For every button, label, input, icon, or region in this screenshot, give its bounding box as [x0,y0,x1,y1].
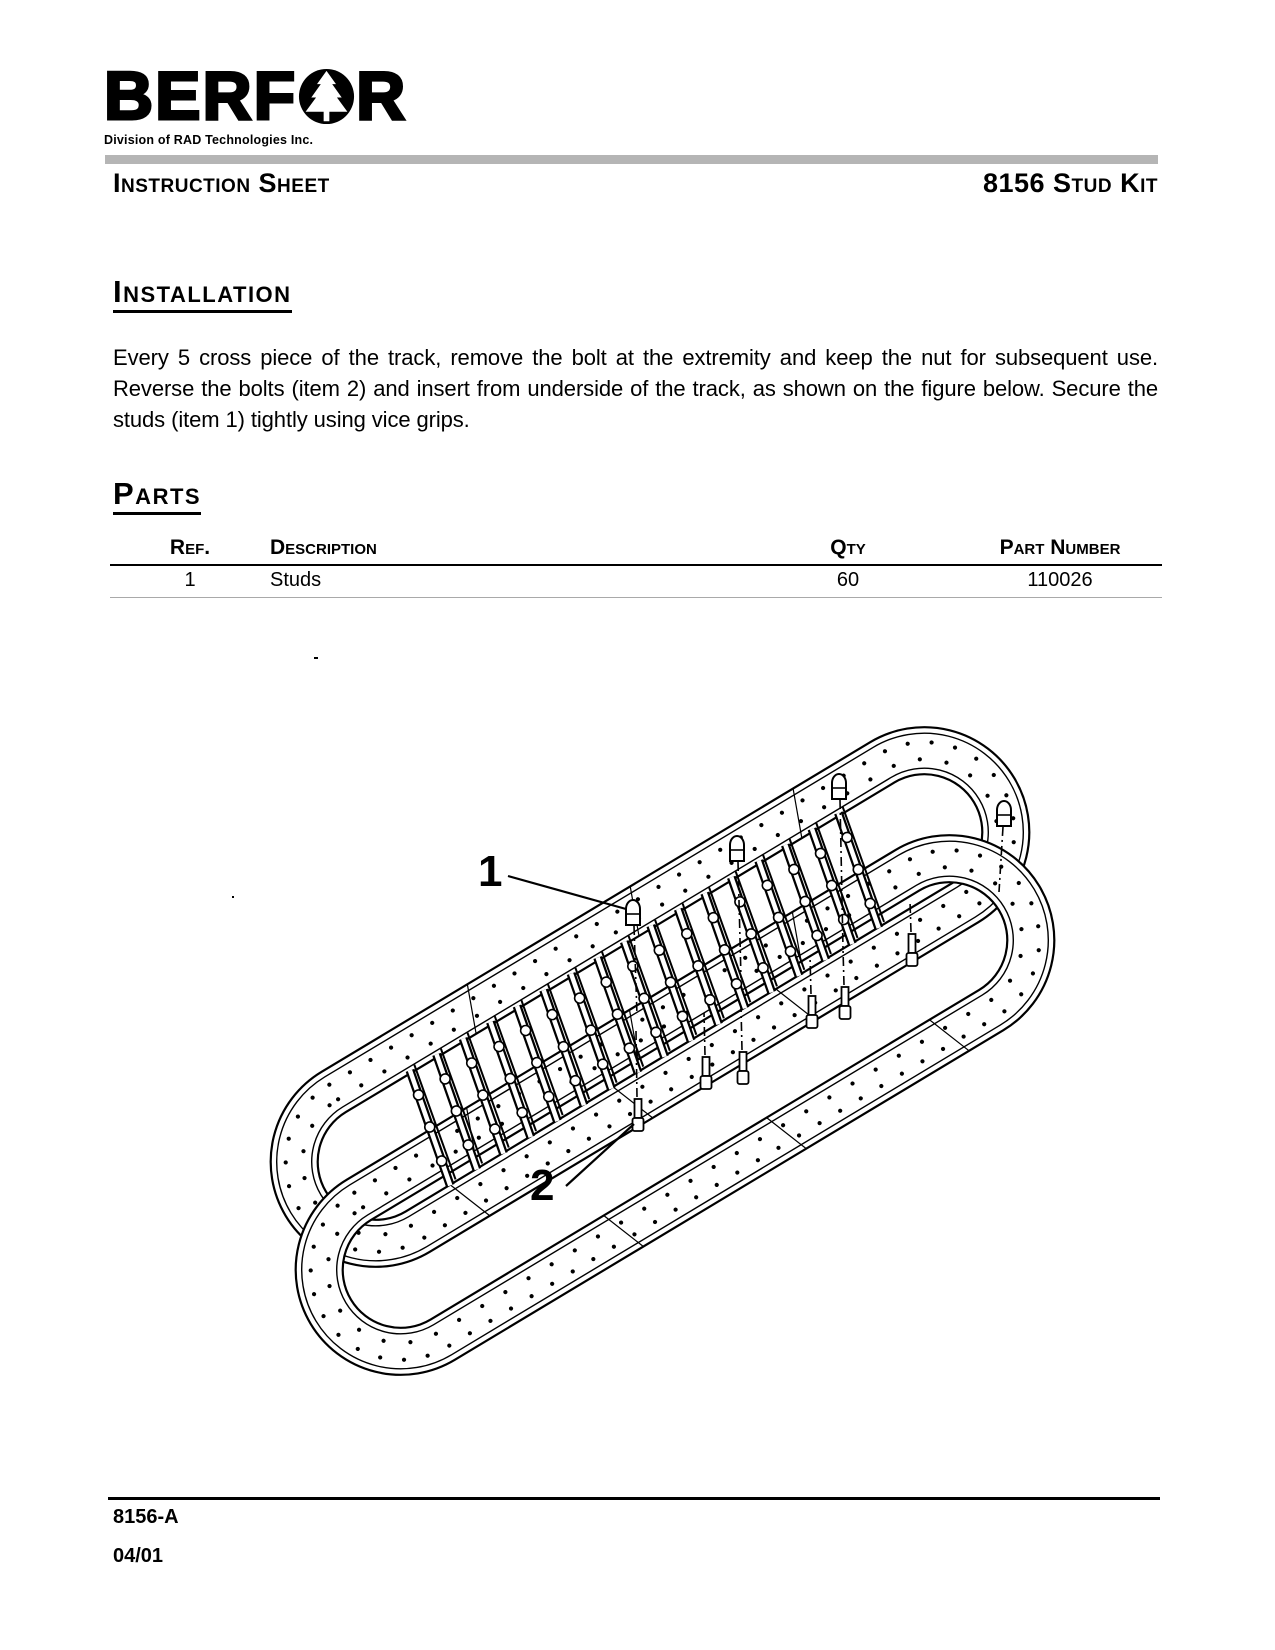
brand-tagline: Division of RAD Technologies Inc. [104,133,314,147]
footer-doc-number: 8156-A [113,1506,179,1528]
doc-type-title: Instruction Sheet [113,168,330,198]
pine-tree-circle-icon [298,68,355,125]
bolt-icon [907,934,918,966]
brand-text-suffix: R [356,58,408,134]
parts-table [110,534,1162,598]
header-divider-bar [105,155,1158,164]
parts-heading: Parts [113,478,201,515]
brand-logo [104,58,408,147]
cell-part-number: 110026 [958,565,1162,598]
col-header-part-number: Part Number [958,534,1162,565]
track-drawing [100,610,1160,1455]
parts-table-header-row [110,534,1162,565]
stud-icon [832,774,846,799]
stud-icon [626,900,640,925]
col-header-ref: Ref. [110,534,270,565]
print-artifact-dot [314,657,318,659]
table-row [110,565,1162,598]
col-header-description: Description [270,534,738,565]
track-figure [100,610,1160,1455]
bolt-icon [633,1099,644,1131]
col-header-qty: Qty [738,534,958,565]
bolt-icon [807,996,818,1028]
footer-date: 04/01 [113,1545,164,1567]
print-artifact-dot [232,896,234,898]
brand-text-prefix: BERF [104,58,298,134]
cell-ref: 1 [110,565,270,598]
bolt-icon [701,1057,712,1089]
callout-label-2: 2 [530,1161,555,1210]
callout-label-1: 1 [478,847,503,896]
installation-body-text: Every 5 cross piece of the track, remove the bolt at the extremity and keep the nut for subsequent use. Reverse the bolts (item 2) and insert from underside of the track, as shown on the figure below. Secure the studs (item 1) tightly using vice grips. [113,345,1158,432]
stud-icon [997,801,1011,826]
bolt-icon [738,1052,749,1084]
cell-description: Studs [270,565,738,598]
brand-wordmark [104,58,408,134]
stud-icon [730,836,744,861]
footer-divider-line [108,1497,1160,1500]
product-title: 8156 Stud Kit [982,168,1158,198]
bolt-icon [840,987,851,1019]
cell-qty: 60 [738,565,958,598]
installation-heading: Installation [113,276,292,313]
title-row [113,168,1158,199]
callout-1-leader-line [508,876,626,909]
